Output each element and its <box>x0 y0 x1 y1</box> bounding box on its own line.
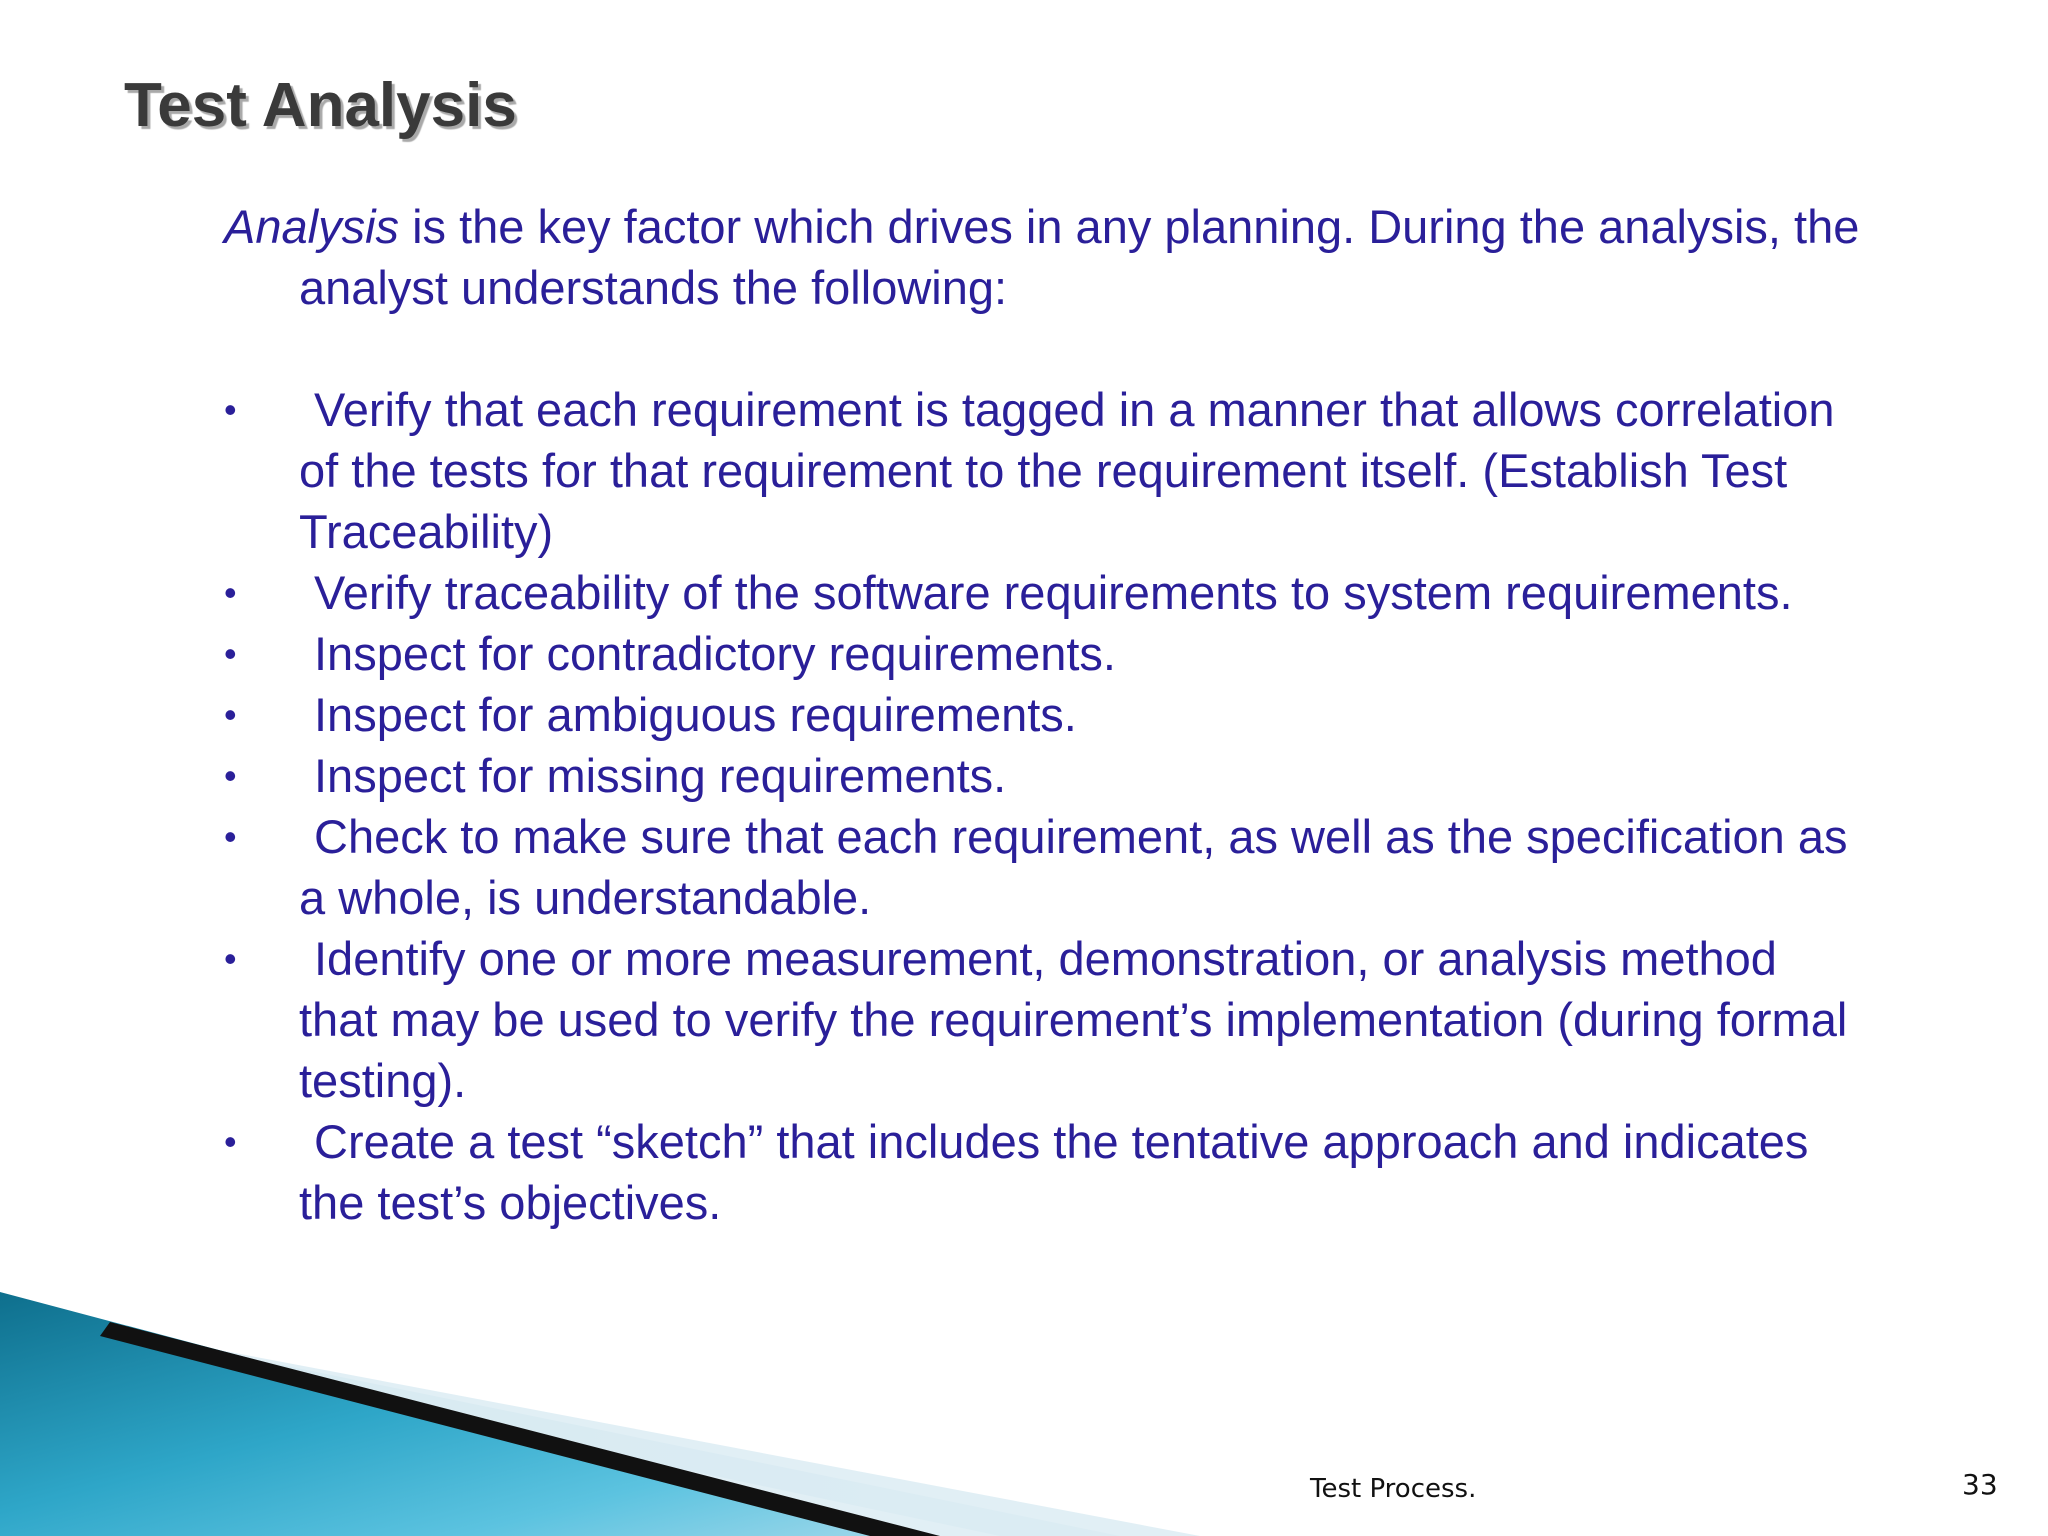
bullet-text: Check to make sure that each requirement, as well as the specification as a whole, is understandable. <box>299 810 1848 924</box>
slide-title: Test Analysis <box>124 71 517 140</box>
intro-emphasis: Analysis <box>224 200 400 253</box>
list-item <box>224 1111 1864 1233</box>
bullet-icon: • <box>224 816 237 857</box>
list-item <box>224 623 1864 684</box>
slide-body <box>224 196 1864 1233</box>
bullet-text: Verify that each requirement is tagged in a manner that allows correlation of the tests for that requirement to the requirement itself. (Establish Test Traceability) <box>299 383 1835 558</box>
bullet-icon: • <box>224 938 237 979</box>
footer-label: Test Process. <box>1310 1474 1477 1504</box>
bullet-icon: • <box>224 755 237 796</box>
bullet-text: Inspect for ambiguous requirements. <box>314 688 1077 741</box>
bullet-text: Verify traceability of the software requirements to system requirements. <box>314 566 1793 619</box>
list-item <box>224 928 1864 1111</box>
bullet-icon: • <box>224 633 237 674</box>
paragraph-spacer <box>224 318 1864 379</box>
list-item <box>224 684 1864 745</box>
list-item <box>224 806 1864 928</box>
bullet-icon: • <box>224 389 237 430</box>
list-item <box>224 562 1864 623</box>
page-number: 33 <box>1962 1468 1998 1501</box>
intro-text: is the key factor which drives in any planning. During the analysis, the analyst understands the following: <box>299 200 1860 314</box>
list-item <box>224 379 1864 562</box>
bullet-icon: • <box>224 572 237 613</box>
bullet-icon: • <box>224 694 237 735</box>
bullet-text: Identify one or more measurement, demonstration, or analysis method that may be used to verify the requirement’s implementation (during formal testing). <box>299 932 1848 1107</box>
bullet-text: Inspect for contradictory requirements. <box>314 627 1116 680</box>
list-item <box>224 745 1864 806</box>
bullet-list <box>224 379 1864 1233</box>
bullet-icon: • <box>224 1121 237 1162</box>
intro-paragraph <box>224 196 1864 318</box>
bullet-text: Inspect for missing requirements. <box>314 749 1007 802</box>
bullet-text: Create a test “sketch” that includes the tentative approach and indicates the test’s objectives. <box>299 1115 1809 1229</box>
